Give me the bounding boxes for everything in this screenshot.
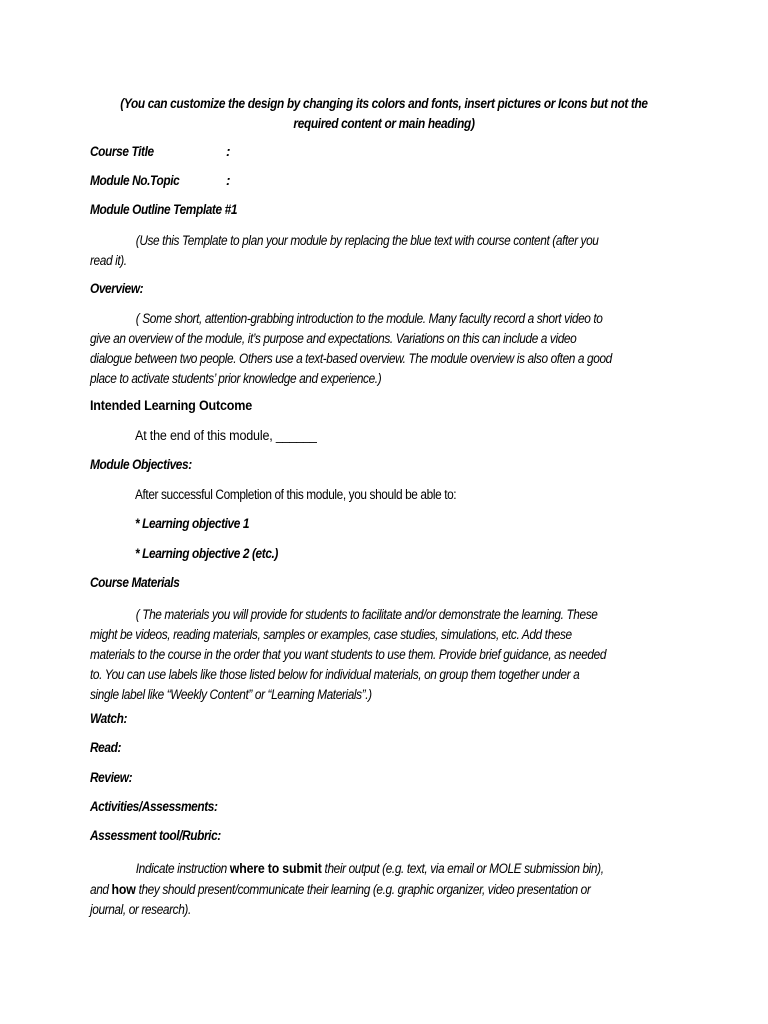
customization-note-line1: (You can customize the design by changing its colors and fonts, insert pictures or Icons but not the — [120, 96, 648, 111]
template-instruction-line1: (Use this Template to plan your module by replacing the blue text with course content (after you — [135, 233, 599, 248]
module-topic-label: Module No.Topic — [90, 173, 180, 188]
course-title-colon: : — [226, 144, 231, 159]
objective-item-1: * Learning objective 1 — [135, 516, 250, 531]
review-label: Review: — [90, 770, 133, 785]
objectives-intro: After successful Completion of this module, you should be able to: — [135, 487, 457, 502]
submission-line2 — [90, 879, 671, 900]
objectives-heading: Module Objectives: — [90, 457, 192, 472]
overview-text — [90, 309, 750, 389]
materials-text — [90, 605, 750, 705]
overview-line4: place to activate students’ prior knowledge and experience.) — [90, 371, 382, 386]
overview-line1: ( Some short, attention-grabbing introduction to the module. Many faculty record a short video to — [135, 311, 603, 326]
assessment-tool-label: Assessment tool/Rubric: — [90, 828, 221, 843]
read-label: Read: — [90, 740, 122, 755]
watch-label: Watch: — [90, 711, 128, 726]
submission-line1-c: their output (e.g. text, via email or MOLE submission bin), — [321, 861, 604, 876]
ilo-heading: Intended Learning Outcome — [90, 398, 253, 413]
submission-line1-a: Indicate instruction — [135, 861, 230, 876]
customization-note — [60, 94, 708, 134]
materials-line5: single label like “Weekly Content” or “Learning Materials”.) — [90, 687, 372, 702]
submission-line1 — [90, 858, 671, 879]
overview-line2: give an overview of the module, it’s purpose and expectations. Variations on this can include a video — [90, 331, 577, 346]
objective-item-2: * Learning objective 2 (etc.) — [135, 546, 278, 561]
materials-line3: materials to the course in the order that you want students to use them. Provide brief guidance, as needed — [90, 647, 607, 662]
materials-heading: Course Materials — [90, 575, 180, 590]
overview-heading: Overview: — [90, 281, 144, 296]
where-to-submit-emphasis: where to submit — [229, 860, 322, 876]
submission-line2-c: they should present/communicate their learning (e.g. graphic organizer, video presentation or — [135, 882, 591, 897]
submission-instruction — [90, 858, 750, 920]
materials-line4: to. You can use labels like those listed below for individual materials, on group them together under a — [90, 667, 580, 682]
materials-line2: might be videos, reading materials, samples or examples, case studies, simulations, etc. Add these — [90, 627, 572, 642]
submission-line2-a: and — [90, 882, 112, 897]
course-title-label: Course Title — [90, 144, 154, 159]
module-topic-colon: : — [226, 173, 231, 188]
materials-line1: ( The materials you will provide for students to facilitate and/or demonstrate the learning. These — [135, 607, 598, 622]
how-emphasis: how — [111, 881, 136, 897]
activities-label: Activities/Assessments: — [90, 799, 218, 814]
ilo-text: At the end of this module, ______ — [135, 428, 317, 443]
customization-note-line2: required content or main heading) — [293, 116, 475, 131]
submission-line3: journal, or research). — [90, 902, 191, 917]
overview-line3: dialogue between two people. Others use a text-based overview. The module overview is also often a good — [90, 351, 612, 366]
template-title: Module Outline Template #1 — [90, 202, 238, 217]
template-instruction-line2: read it). — [90, 253, 127, 268]
template-instruction — [90, 231, 750, 271]
